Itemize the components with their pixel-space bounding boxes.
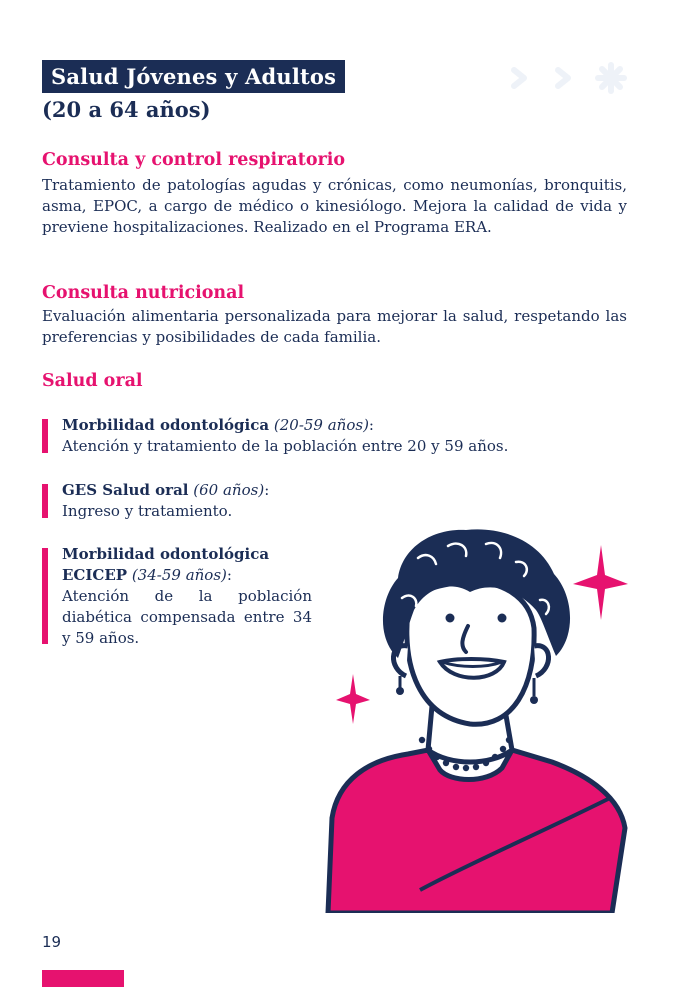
item-age: (34-59 años): [131, 566, 227, 584]
item-text: Atención y tratamiento de la población entre 20 y 59 años.: [62, 437, 509, 455]
item-colon: :: [264, 481, 270, 499]
item-text: Atención de la población diabética compensada entre 34 y 59 años.: [62, 587, 312, 647]
item-title: ECICEP: [62, 566, 128, 584]
oral-item-ges: [62, 480, 622, 522]
text-nutricional: Evaluación alimentaria personalizada para mejorar la salud, respetando las preferencias y posibilidades de cada familia.: [42, 307, 627, 346]
oral-item-morbilidad: [62, 415, 622, 457]
heading-respiratorio: Consulta y control respiratorio: [42, 150, 346, 170]
page-number: 19: [42, 933, 62, 951]
item-marker-bar: [42, 484, 48, 518]
text-respiratorio: Tratamiento de patologías agudas y crónicas, como neumonías, bronquitis, asma, EPOC, a cargo de médico o kinesiólogo. Mejora la calidad de vida y previene hospitalizaciones. Realizado en el Programa ERA.: [42, 176, 627, 236]
item-colon: :: [368, 416, 374, 434]
page-subtitle: (20 a 64 años): [42, 97, 211, 122]
item-title: GES Salud oral: [62, 481, 189, 499]
page-title: Salud Jóvenes y Adultos: [42, 60, 345, 93]
footer-accent-bar: [42, 970, 124, 987]
item-age: (60 años): [193, 481, 265, 499]
heading-nutricional: Consulta nutricional: [42, 283, 245, 303]
woman-portrait-illustration-icon: [290, 518, 640, 913]
item-marker-bar: [42, 548, 48, 644]
oral-item-ecicep: [62, 544, 322, 649]
decorative-arrows-icon: [508, 60, 633, 96]
item-title: Morbilidad odontológica: [62, 416, 270, 434]
heading-salud-oral: Salud oral: [42, 371, 143, 391]
item-colon: :: [226, 566, 232, 584]
item-title: Morbilidad odontológica: [62, 545, 270, 563]
item-age: (20-59 años): [273, 416, 369, 434]
item-text: Ingreso y tratamiento.: [62, 502, 233, 520]
item-marker-bar: [42, 419, 48, 453]
